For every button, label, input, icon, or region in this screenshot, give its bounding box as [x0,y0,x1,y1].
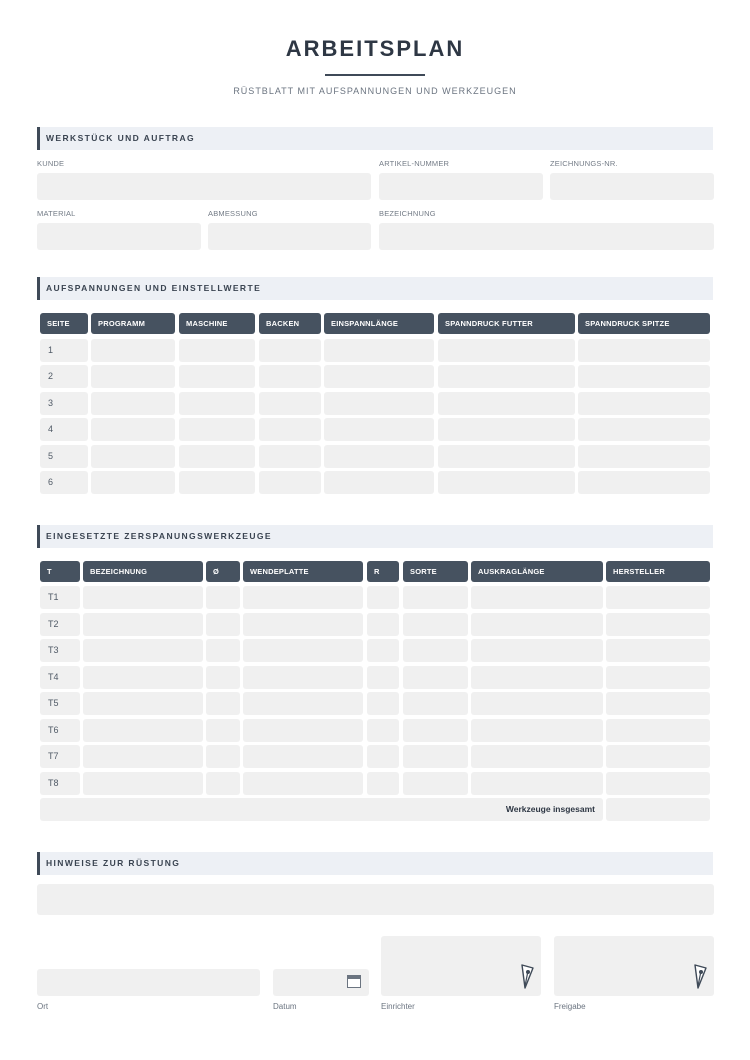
table-cell[interactable] [578,339,710,362]
table-cell[interactable] [206,639,240,662]
row-number: T2 [40,613,80,636]
einrichter-signature-field[interactable] [381,936,541,996]
table-cell[interactable] [206,745,240,768]
row-number: 1 [40,339,88,362]
kunde-field[interactable] [37,173,371,200]
column-header: PROGRAMM [91,313,175,334]
column-header: T [40,561,80,582]
calendar-icon[interactable] [347,975,361,988]
column-header: EINSPANNLÄNGE [324,313,434,334]
column-header: SORTE [403,561,468,582]
table-cell[interactable] [578,418,710,441]
table-cell[interactable] [606,639,710,662]
table-cell[interactable] [259,445,321,468]
table-cell[interactable] [324,392,434,415]
table-cell[interactable] [471,745,603,768]
row-number: 5 [40,445,88,468]
table-cell[interactable] [83,666,203,689]
table-cell[interactable] [367,745,399,768]
column-header: MASCHINE [179,313,255,334]
page-title: ARBEITSPLAN [285,36,465,61]
table-cell[interactable] [606,586,710,609]
table-cell[interactable] [606,745,710,768]
column-header: SPANNDRUCK SPITZE [578,313,710,334]
table-cell[interactable] [403,772,468,795]
table-cell[interactable] [367,772,399,795]
table-cell[interactable] [83,692,203,715]
table-cell[interactable] [578,392,710,415]
table-cell[interactable] [243,745,363,768]
table-cell[interactable] [471,692,603,715]
table-cell[interactable] [578,445,710,468]
table-cell[interactable] [83,745,203,768]
row-number: T6 [40,719,80,742]
table-cell[interactable] [438,445,575,468]
table-cell[interactable] [259,392,321,415]
table-cell[interactable] [324,445,434,468]
table-cell[interactable] [367,613,399,636]
table-cell[interactable] [324,418,434,441]
column-header: BEZEICHNUNG [83,561,203,582]
section-aufspannungen: AUFSPANNUNGEN UND EINSTELLWERTE [37,277,713,300]
table-cell[interactable] [83,639,203,662]
table-cell[interactable] [259,339,321,362]
table-cell[interactable] [438,365,575,388]
table-cell[interactable] [403,719,468,742]
table-cell[interactable] [83,613,203,636]
table-cell[interactable] [243,692,363,715]
pen-nib-icon [692,964,708,990]
table-cell[interactable] [438,339,575,362]
bezeichnung-field[interactable] [379,223,714,250]
table-cell[interactable] [179,392,255,415]
table-cell[interactable] [403,586,468,609]
column-header: BACKEN [259,313,321,334]
table-cell[interactable] [324,339,434,362]
table-cell[interactable] [259,365,321,388]
table-cell[interactable] [83,772,203,795]
table-cell[interactable] [471,613,603,636]
table-cell[interactable] [179,471,255,494]
hinweise-field[interactable] [37,884,714,915]
table-cell[interactable] [91,365,175,388]
row-number: 4 [40,418,88,441]
table-cell[interactable] [606,692,710,715]
einrichter-label: Einrichter [381,1002,415,1011]
column-header: HERSTELLER [606,561,710,582]
freigabe-label: Freigabe [554,1002,586,1011]
datum-label: Datum [273,1002,297,1011]
table-cell[interactable] [83,586,203,609]
table-cell[interactable] [471,639,603,662]
table-cell[interactable] [471,666,603,689]
table-cell[interactable] [403,613,468,636]
table-cell[interactable] [438,418,575,441]
table-cell[interactable] [438,471,575,494]
material-field[interactable] [37,223,201,250]
table-cell[interactable] [206,586,240,609]
table-cell[interactable] [179,365,255,388]
table-cell[interactable] [91,339,175,362]
abmessung-field[interactable] [208,223,371,250]
section-werkzeuge: EINGESETZTE ZERSPANUNGSWERKZEUGE [37,525,713,548]
table-cell[interactable] [243,719,363,742]
row-number: 2 [40,365,88,388]
row-number: T7 [40,745,80,768]
table-cell[interactable] [403,639,468,662]
table-cell[interactable] [243,639,363,662]
row-number: T1 [40,586,80,609]
table-cell[interactable] [259,418,321,441]
material-label: MATERIAL [37,209,76,218]
table-cell[interactable] [243,586,363,609]
zeichnung-field[interactable] [550,173,714,200]
table-cell[interactable] [91,445,175,468]
row-number: T3 [40,639,80,662]
table-cell[interactable] [403,745,468,768]
table-cell[interactable] [367,692,399,715]
column-header: WENDEPLATTE [243,561,363,582]
table-cell[interactable] [179,339,255,362]
table-cell[interactable] [367,639,399,662]
bezeichnung-label: BEZEICHNUNG [379,209,436,218]
section-hinweise: HINWEISE ZUR RÜSTUNG [37,852,713,875]
table-cell[interactable] [206,719,240,742]
table-cell[interactable] [91,471,175,494]
column-header: SEITE [40,313,88,334]
column-header: Ø [206,561,240,582]
pen-nib-icon [519,964,535,990]
table-cell[interactable] [403,692,468,715]
freigabe-signature-field[interactable] [554,936,714,996]
table-cell[interactable] [403,666,468,689]
row-number: T4 [40,666,80,689]
table-cell[interactable] [206,613,240,636]
table-cell[interactable] [206,772,240,795]
artikel-label: ARTIKEL-NUMMER [379,159,450,168]
section-werkstueck: WERKSTÜCK UND AUFTRAG [37,127,713,150]
title-underline [325,74,425,76]
table-cell[interactable] [206,666,240,689]
table-cell[interactable] [606,666,710,689]
table-cell[interactable] [206,692,240,715]
row-number: 6 [40,471,88,494]
table-cell[interactable] [243,666,363,689]
table-cell[interactable] [179,445,255,468]
table-cell[interactable] [438,392,575,415]
table-cell[interactable] [578,471,710,494]
table-cell[interactable] [578,365,710,388]
ort-label: Ort [37,1002,49,1011]
werkzeuge-total-field[interactable] [606,798,710,821]
table-cell[interactable] [367,719,399,742]
table-cell[interactable] [367,586,399,609]
table-cell[interactable] [324,471,434,494]
werkzeuge-total-label: Werkzeuge insgesamt [40,798,603,821]
table-cell[interactable] [243,613,363,636]
zeichnung-label: ZEICHNUNGS-NR. [550,159,618,168]
table-cell[interactable] [259,471,321,494]
row-number: T5 [40,692,80,715]
table-cell[interactable] [606,719,710,742]
table-cell[interactable] [324,365,434,388]
table-cell[interactable] [179,418,255,441]
table-cell[interactable] [471,719,603,742]
table-cell[interactable] [91,418,175,441]
ort-field[interactable] [37,969,260,996]
table-cell[interactable] [243,772,363,795]
table-cell[interactable] [367,666,399,689]
page-subtitle: RÜSTBLATT MIT AUFSPANNUNGEN UND WERKZEUGEN [233,86,517,96]
column-header: R [367,561,399,582]
table-cell[interactable] [83,719,203,742]
column-header: SPANNDRUCK FUTTER [438,313,575,334]
abmessung-label: ABMESSUNG [208,209,258,218]
row-number: T8 [40,772,80,795]
kunde-label: KUNDE [37,159,65,168]
row-number: 3 [40,392,88,415]
table-cell[interactable] [471,586,603,609]
table-cell[interactable] [606,613,710,636]
artikel-field[interactable] [379,173,543,200]
table-cell[interactable] [606,772,710,795]
table-cell[interactable] [91,392,175,415]
column-header: AUSKRAGLÄNGE [471,561,603,582]
table-cell[interactable] [471,772,603,795]
